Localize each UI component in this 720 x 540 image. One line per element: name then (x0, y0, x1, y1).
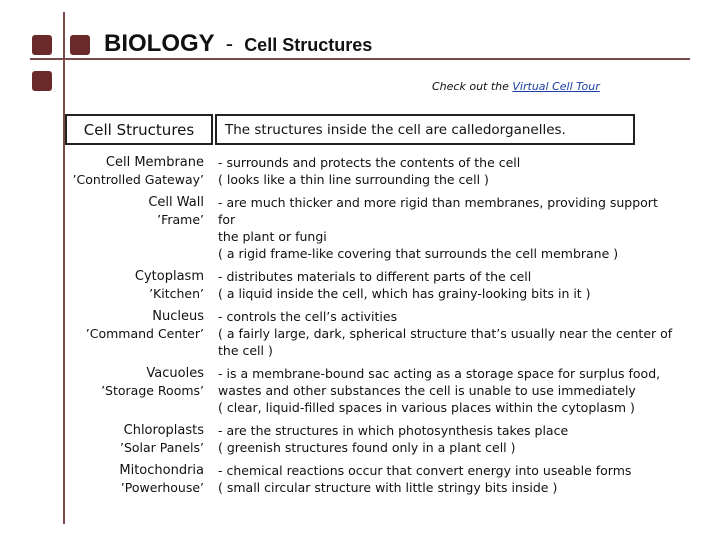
description-line: ( looks like a thin line surrounding the cell ) (218, 172, 489, 187)
structure-name: Vacuoles (146, 366, 204, 381)
structure-name: Cytoplasm (134, 269, 204, 284)
page-title (104, 30, 372, 58)
description-line: - is a membrane-bound sac acting as a storage space for surplus food, (218, 366, 661, 381)
structure-term (70, 154, 218, 188)
structure-row (70, 365, 690, 416)
structure-row (70, 422, 690, 456)
structure-row (70, 154, 690, 188)
structure-description (218, 365, 678, 416)
structure-nickname: ’Powerhouse’ (120, 480, 204, 495)
tour-note (432, 80, 600, 93)
title-main: BIOLOGY (104, 30, 215, 57)
structure-description (218, 154, 678, 188)
tour-prefix: Check out the (432, 80, 513, 93)
structure-term (70, 268, 218, 302)
description-line: - are the structures in which photosynthesis takes place (218, 423, 569, 438)
structure-nickname: ’Solar Panels’ (119, 440, 204, 455)
section-intro (215, 114, 635, 145)
structure-nickname: ’Kitchen’ (149, 286, 204, 301)
structure-description (218, 194, 678, 262)
description-line: - chemical reactions occur that convert energy into useable forms (218, 463, 632, 478)
structure-term (70, 422, 218, 456)
structure-row (70, 194, 690, 262)
decor-square-2 (70, 35, 90, 55)
structure-description (218, 422, 678, 456)
structure-nickname: ’Frame’ (157, 212, 204, 227)
description-line: the cell ) (218, 343, 273, 358)
description-line: wastes and other substances the cell is unable to use immediately (218, 383, 636, 398)
description-line: - are much thicker and more rigid than membranes, providing support for (218, 195, 658, 227)
description-line: ( a fairly large, dark, spherical structure that’s usually near the center of (218, 326, 673, 341)
structure-name: Nucleus (152, 309, 204, 324)
intro-text-after: . (561, 121, 566, 138)
decor-square-3 (32, 71, 52, 91)
description-line: ( small circular structure with little stringy bits inside ) (218, 480, 558, 495)
structure-nickname: ’Controlled Gateway’ (72, 172, 204, 187)
horizontal-rule (30, 58, 690, 60)
description-line: - controls the cell’s activities (218, 309, 398, 324)
description-line: - surrounds and protects the contents of the cell (218, 155, 521, 170)
structure-description (218, 268, 678, 302)
structure-list (70, 154, 690, 502)
structure-name: Cell Wall (148, 195, 204, 210)
description-line: - distributes materials to different parts of the cell (218, 269, 532, 284)
structure-term (70, 462, 218, 496)
description-line: the plant or fungi (218, 229, 327, 244)
structure-name: Cell Membrane (105, 155, 204, 170)
vertical-rule (63, 12, 65, 524)
structure-row (70, 308, 690, 359)
description-line: ( a rigid frame-like covering that surrounds the cell membrane ) (218, 246, 619, 261)
structure-name: Chloroplasts (123, 423, 204, 438)
description-line: ( clear, liquid-filled spaces in various places within the cytoplasm ) (218, 400, 635, 415)
title-separator: - (225, 31, 234, 56)
structure-term (70, 308, 218, 359)
structure-nickname: ’Storage Rooms’ (101, 383, 204, 398)
structure-row (70, 268, 690, 302)
decor-square-1 (32, 35, 52, 55)
intro-emphasis: organelles (491, 121, 562, 138)
structure-name: Mitochondria (119, 463, 204, 478)
section-label (65, 114, 213, 145)
section-label-text: Cell Structures (83, 120, 195, 139)
structure-nickname: ’Command Center’ (85, 326, 204, 341)
structure-row (70, 462, 690, 496)
intro-text-before: The structures inside the cell are called (225, 121, 492, 138)
structure-description (218, 462, 678, 496)
title-subtitle: Cell Structures (244, 35, 373, 55)
structure-description (218, 308, 678, 359)
description-line: ( a liquid inside the cell, which has grainy-looking bits in it ) (218, 286, 591, 301)
description-line: ( greenish structures found only in a plant cell ) (218, 440, 516, 455)
structure-term (70, 365, 218, 416)
virtual-cell-tour-link[interactable]: Virtual Cell Tour (512, 80, 600, 93)
structure-term (70, 194, 218, 262)
